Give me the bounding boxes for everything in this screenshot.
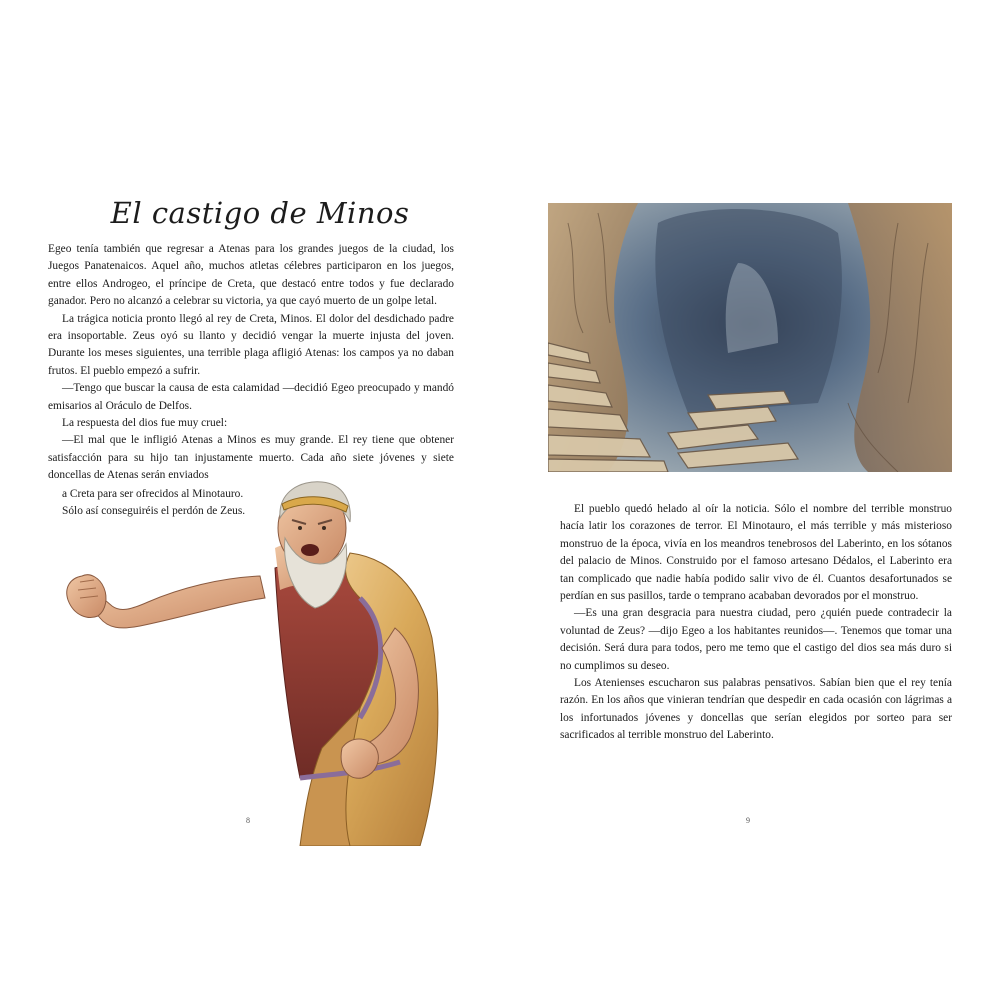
paragraph: —Tengo que buscar la causa de esta calamidad —decidió Egeo preocupado y mandó emisarios al Oráculo de Delfos. xyxy=(48,382,454,412)
paragraph: Los Atenienses escucharon sus palabras pensativos. Sabían bien que el rey tenía razón. En los años que vinieran tendrían que despedir en cada ocasión con lágrimas a los infortunados jóvenes y doncellas que serían elegidos por sorteo para ser sacrificados al terrible monstruo del Laberinto. xyxy=(560,677,952,742)
left-body-text xyxy=(48,241,454,485)
paragraph: La trágica noticia pronto llegó al rey de Creta, Minos. El dolor del desdichado padre era insoportable. Zeus oyó su llanto y decidió vengar la muerte injusta del joven. Durante los meses siguientes, una terrible plaga afligió Atenas: los campos ya no daban frutos. El pueblo empezó a sufrir. xyxy=(48,312,454,377)
paragraph: —El mal que le infligió Atenas a Minos es muy grande. El rey tiene que obtener satisfacción para su hijo tan injustamente muerto. Cada año siete jóvenes y siete doncellas de Atenas serán enviados xyxy=(48,434,454,482)
tail-line: a Creta para ser ofrecidos al Minotauro. xyxy=(62,488,244,500)
page-number: 8 xyxy=(246,816,250,825)
right-body-text xyxy=(560,501,952,745)
tail-line: Sólo así conseguiréis el perdón de Zeus. xyxy=(62,505,246,518)
paragraph: La respuesta del dios fue muy cruel: xyxy=(62,417,228,430)
paragraph: El pueblo quedó helado al oír la noticia. Sólo el nombre del terrible monstruo hacía latir los corazones de terror. El Minotauro, el más terrible y más misterioso monstruo de la época, vivía en los meandros tenebrosos del Laberinto, en los sótanos del palacio de Minos. Construido por el famoso artesano Dédalos, el Laberinto era tan complicado que nadie había podido salir vivo de él. Cuantos desafortunados se perdían en sus pasillos, tarde o temprano acababan devorados por el monstruo. xyxy=(560,503,952,603)
chapter-title: El castigo de Minos xyxy=(110,196,410,230)
king-minos-illustration xyxy=(60,478,480,846)
right-page xyxy=(500,0,1000,1000)
labyrinth-cave-illustration xyxy=(548,203,952,472)
page-number: 9 xyxy=(746,816,750,825)
paragraph: Egeo tenía también que regresar a Atenas para los grandes juegos de la ciudad, los Juegos Panatenaicos. Aquel año, muchos atletas célebres participaron en los juegos, entre ellos Androgeo, el príncipe de Creta, que destacó entre todos y fue declarado ganador. Pero no alcanzó a celebrar su victoria, ya que cayó muerto de un golpe letal. xyxy=(48,243,454,308)
paragraph: —Es una gran desgracia para nuestra ciudad, pero ¿quién puede contradecir la voluntad de Zeus? —dijo Egeo a los habitantes reunidos—. Tenemos que tomar una decisión. Será dura para todos, pero me temo que el castigo del dios sea más duro si no cumplimos su deseo. xyxy=(560,607,952,672)
